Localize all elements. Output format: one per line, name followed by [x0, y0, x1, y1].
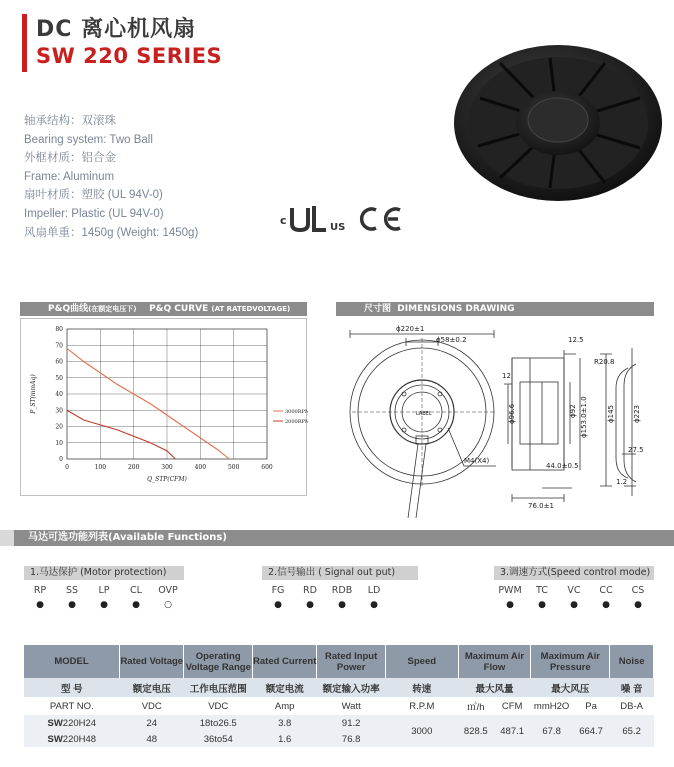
function-group-title: 1.马达保护 (Motor protection) — [24, 566, 184, 580]
dim-label: 27.5 — [628, 446, 644, 454]
ul-u-icon — [292, 208, 308, 230]
x-tick-label: 400 — [194, 464, 207, 471]
cell-pressure-pa: 664.7 — [572, 715, 609, 747]
x-tick-label: 200 — [127, 464, 140, 471]
dim-label: 44.0±0.5 — [546, 462, 579, 470]
y-tick-label: 80 — [55, 326, 63, 333]
function-mark: ● — [506, 600, 514, 610]
cell-rated-current: 3.8 — [253, 715, 317, 731]
function-code: RD — [303, 585, 317, 596]
function-mark: ● — [370, 600, 378, 610]
legend-label: 2000RPM — [285, 419, 308, 425]
dim-label: 1.2 — [616, 478, 628, 486]
spec-line: 扇叶材质：塑胶 (UL 94V-0) — [24, 189, 163, 202]
pq-curve-header — [20, 302, 307, 316]
model-number: 220H24 — [62, 717, 97, 729]
header-model: MODEL — [24, 645, 120, 678]
header-cn-speed: 转速 — [385, 678, 458, 697]
series-name: 220 SERIES — [83, 44, 223, 68]
function-code: VC — [567, 585, 581, 596]
y-tick-label: 20 — [55, 423, 63, 431]
cell-pressure-mmh2o: 67.8 — [531, 715, 573, 747]
function-code: TC — [536, 585, 548, 596]
function-code: CC — [599, 585, 613, 596]
header-operating-voltage: Operating Voltage Range — [184, 645, 253, 678]
certification-marks — [278, 202, 408, 236]
ul-l-icon — [314, 206, 326, 230]
function-mark: ● — [338, 600, 346, 610]
function-mark: ● — [306, 600, 314, 610]
header-cn-max-air-flow: 最大风量 — [458, 678, 531, 697]
unit-m3h: ㎥/h — [458, 697, 493, 715]
function-code: PWM — [498, 585, 522, 596]
unit-mmh2o: mmH2O — [531, 697, 573, 715]
dim-label: ɸ92 — [569, 404, 577, 418]
ul-us-mark: US — [330, 222, 346, 233]
header-cn-rated-current: 额定电流 — [253, 678, 317, 697]
spec-line: 风扇单重：1450g (Weight: 1450g) — [24, 226, 199, 239]
function-mark: ● — [570, 600, 578, 610]
function-code: LD — [367, 585, 381, 596]
x-axis-label: Q_STP(CFM) — [147, 476, 187, 483]
dim-label: ɸ145 — [607, 405, 615, 423]
cell-operating-voltage: 36to54 — [184, 731, 253, 747]
function-mark: ● — [100, 600, 108, 610]
unit-amp: Amp — [253, 697, 317, 715]
function-mark: ○ — [164, 600, 172, 610]
fan-product-image — [440, 28, 670, 208]
y-axis-label: P_ST(mmAq) — [30, 374, 37, 414]
cell-operating-voltage: 18to26.5 — [184, 715, 253, 731]
spec-line: 外框材质：铝合金 — [24, 152, 116, 165]
dim-label: 12 — [502, 372, 511, 380]
function-mark: ● — [274, 600, 282, 610]
model-number: 220H48 — [62, 733, 97, 745]
functions-band — [0, 530, 674, 546]
unit-cfm: CFM — [493, 697, 530, 715]
dim-label: ɸ96.6 — [508, 403, 516, 424]
cell-rated-voltage: 48 — [120, 731, 184, 747]
function-group-signal-output — [262, 566, 418, 612]
function-code: FG — [271, 585, 285, 596]
model-cell — [24, 715, 120, 731]
model-prefix: SW — [47, 717, 63, 729]
table-row — [24, 715, 654, 731]
x-tick-label: 600 — [261, 464, 273, 471]
x-tick-label: 0 — [65, 464, 69, 471]
header-rated-input-power: Rated Input Power — [317, 645, 386, 678]
function-mark: ● — [68, 600, 76, 610]
x-tick-label: 100 — [94, 464, 107, 471]
unit-vdc: VDC — [120, 697, 184, 715]
cell-rated-voltage: 24 — [120, 715, 184, 731]
spec-line: Frame: Aluminum — [24, 170, 115, 183]
y-tick-label: 60 — [55, 358, 63, 366]
unit-rpm: R.P.M — [385, 697, 458, 715]
y-tick-label: 10 — [55, 439, 63, 447]
header-cn-model: 型 号 — [24, 678, 120, 697]
header-rated-current: Rated Current — [253, 645, 317, 678]
dim-label: LABEL — [416, 411, 432, 417]
cell-rated-current: 1.6 — [253, 731, 317, 747]
model-cell — [24, 731, 120, 747]
function-group-title: 2.信号输出 ( Signal out put) — [262, 566, 418, 580]
function-code: CS — [631, 585, 645, 596]
unit-pa: Pa — [572, 697, 609, 715]
spec-line: Impeller: Plastic (UL 94V-0) — [24, 207, 164, 220]
pq-header-en: P&Q CURVE — [149, 304, 209, 314]
function-mark: ● — [602, 600, 610, 610]
pq-header-en-small: (AT RATEDVOLTAGE) — [211, 305, 291, 313]
header-speed: Speed — [385, 645, 458, 678]
function-group-speed-control — [494, 566, 654, 612]
cell-air-flow-m3h: 828.5 — [458, 715, 493, 747]
function-mark: ● — [634, 600, 642, 610]
header-rated-voltage: Rated Voltage — [120, 645, 184, 678]
pq-header-cn: P&Q曲线 — [48, 304, 89, 314]
dim-label: ɸ153.0±1.0 — [580, 396, 588, 438]
dim-label: R20.8 — [594, 358, 615, 366]
table-header-row — [24, 645, 654, 678]
unit-dba: DB-A — [610, 697, 654, 715]
unit-part-no: PART NO. — [24, 697, 120, 715]
pq-header-cn-small: (在额定电压下) — [88, 305, 137, 313]
dim-label: M4(X4) — [464, 457, 490, 465]
header-cn-rated-voltage: 额定电压 — [120, 678, 184, 697]
function-code: SS — [65, 585, 79, 596]
x-tick-label: 500 — [227, 464, 240, 471]
dim-label: 76.0±1 — [528, 502, 554, 510]
dim-header-cn: 尺寸图 — [364, 304, 392, 314]
y-tick-label: 0 — [59, 456, 63, 463]
spec-line: Bearing system: Two Ball — [24, 133, 153, 146]
header-cn-rated-input-power: 额定输入功率 — [317, 678, 386, 697]
dim-label: ɸ223 — [633, 405, 641, 423]
product-title-cn: DC 离心机风扇 — [36, 17, 197, 42]
function-code: OVP — [158, 585, 178, 596]
pq-chart — [21, 319, 308, 497]
legend-label: 3000RPM — [285, 409, 308, 415]
function-code: RP — [33, 585, 47, 596]
series-prefix: SW — [36, 44, 76, 68]
cell-air-flow-cfm: 487.1 — [493, 715, 530, 747]
ce-e-icon — [386, 209, 400, 229]
title-accent-bar — [22, 14, 27, 72]
dim-header-en: DIMENSIONS DRAWING — [397, 304, 515, 314]
function-mark: ● — [538, 600, 546, 610]
dimensions-drawing — [336, 318, 654, 528]
y-tick-label: 70 — [55, 342, 63, 350]
cell-rated-input-power: 76.8 — [317, 731, 386, 747]
x-tick-label: 300 — [161, 464, 173, 471]
dim-label: 12.5 — [568, 336, 584, 344]
function-group-title: 3.调速方式(Speed control mode) — [494, 566, 654, 580]
product-title-en — [36, 44, 222, 68]
cell-speed: 3000 — [385, 715, 458, 747]
header-cn-operating-voltage: 工作电压范围 — [184, 678, 253, 697]
ul-c-mark: c — [280, 214, 287, 227]
functions-title: 马达可选功能列表(Available Functions) — [28, 532, 227, 543]
table-units-row — [24, 697, 654, 715]
function-code: RDB — [331, 585, 353, 596]
header-max-air-pressure: Maximum Air Pressure — [531, 645, 610, 678]
y-tick-label: 40 — [55, 391, 63, 398]
dimensions-header — [336, 302, 654, 316]
function-code: CL — [130, 585, 142, 596]
ce-c-icon — [362, 209, 376, 229]
cell-noise: 65.2 — [610, 715, 654, 747]
y-tick-label: 50 — [55, 374, 63, 382]
function-mark: ● — [132, 600, 140, 610]
cell-rated-input-power: 91.2 — [317, 715, 386, 731]
unit-watt: Watt — [317, 697, 386, 715]
pq-chart-frame — [20, 318, 307, 496]
model-prefix: SW — [47, 733, 63, 745]
band-edge — [0, 530, 14, 546]
header-max-air-flow: Maximum Air Flow — [458, 645, 531, 678]
table-header-cn-row — [24, 678, 654, 697]
spec-line: 轴承结构：双滚珠 — [24, 115, 116, 127]
header-cn-max-air-pressure: 最大风压 — [531, 678, 610, 697]
spec-list — [24, 112, 284, 242]
unit-vdc: VDC — [184, 697, 253, 715]
function-group-motor-protection — [24, 566, 184, 612]
spec-table — [24, 645, 654, 747]
function-code: LP — [98, 585, 110, 596]
header-cn-noise: 噪 音 — [610, 678, 654, 697]
dim-label: ɸ220±1 — [396, 325, 425, 333]
dim-label: ɸ58±0.2 — [436, 336, 467, 344]
function-mark: ● — [36, 600, 44, 610]
header-noise: Noise — [610, 645, 654, 678]
y-tick-label: 30 — [55, 407, 63, 415]
